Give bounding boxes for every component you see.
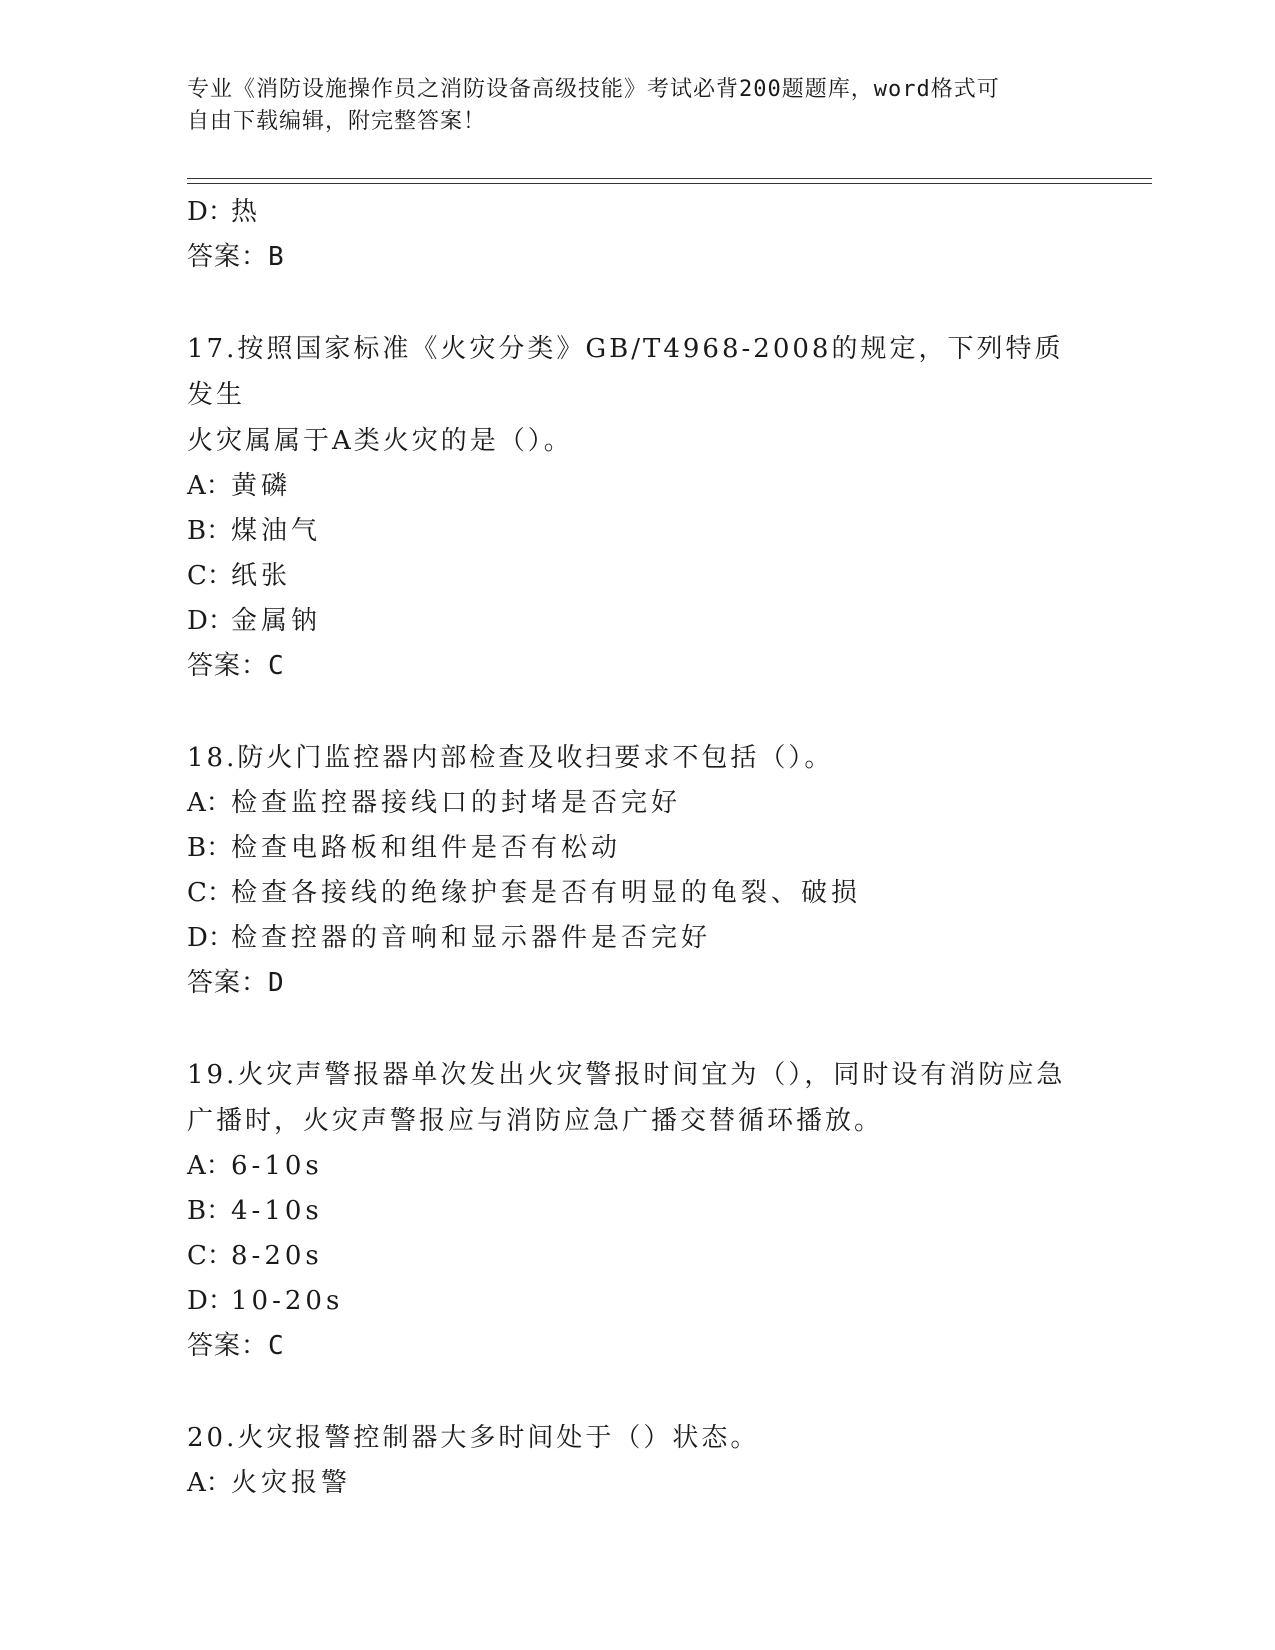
option-text: 火灾报警 — [231, 1468, 352, 1498]
option-c — [187, 554, 1087, 599]
option-label: C： — [187, 878, 233, 908]
option-label: D： — [187, 197, 234, 227]
option-text: 热 — [231, 197, 262, 227]
question-stem: 18.防火门监控器内部检查及收扫要求不包括（）。 — [187, 743, 834, 773]
option-label: D： — [187, 1286, 234, 1316]
option-text: 10-20s — [231, 1286, 344, 1316]
option-d — [187, 916, 1087, 961]
question-list — [187, 190, 1087, 1506]
option-text: 黄磷 — [231, 471, 292, 501]
document-header — [187, 74, 1067, 138]
option-text: 纸张 — [231, 561, 292, 591]
option-c — [187, 871, 1087, 916]
option-text: 检查监控器接线口的封堵是否完好 — [231, 788, 682, 818]
option-label: B： — [187, 1196, 233, 1226]
option-text: 煤油气 — [231, 516, 322, 546]
option-label: A： — [187, 1151, 232, 1181]
header-divider-bottom — [187, 183, 1152, 184]
question-stem-continued: 火灾属属于A类火灾的是（）。 — [187, 426, 573, 456]
option-text: 8-20s — [231, 1241, 323, 1271]
option-text: 4-10s — [231, 1196, 323, 1226]
header-line-1: 专业《消防设施操作员之消防设备高级技能》考试必背200题题库，word格式可 — [187, 77, 1000, 102]
option-b — [187, 826, 1087, 871]
option-d — [187, 599, 1087, 644]
option-d — [187, 190, 1087, 235]
option-b — [187, 509, 1087, 554]
option-a — [187, 1461, 1087, 1506]
option-d — [187, 1279, 1087, 1324]
option-label: A： — [187, 1468, 232, 1498]
question-18 — [187, 735, 1087, 1006]
option-label: C： — [187, 561, 233, 591]
option-text: 6-10s — [231, 1151, 323, 1181]
header-line-2: 自由下载编辑，附完整答案！ — [187, 109, 487, 134]
question-19 — [187, 1052, 1087, 1369]
option-label: D： — [187, 923, 234, 953]
option-text: 检查各接线的绝缘护套是否有明显的龟裂、破损 — [231, 878, 862, 908]
question-17 — [187, 326, 1087, 689]
option-label: A： — [187, 788, 232, 818]
option-text: 检查控器的音响和显示器件是否完好 — [231, 923, 712, 953]
answer-line: 答案：C — [187, 651, 285, 681]
option-a — [187, 464, 1087, 509]
option-label: B： — [187, 833, 233, 863]
option-a — [187, 781, 1087, 826]
option-text: 检查电路板和组件是否有松动 — [231, 833, 622, 863]
option-b — [187, 1189, 1087, 1234]
option-label: B： — [187, 516, 233, 546]
option-label: C： — [187, 1241, 233, 1271]
option-label: D： — [187, 606, 234, 636]
question-stem: 17.按照国家标准《火灾分类》GB/T4968-2008的规定，下列特质发生 — [187, 334, 1064, 410]
option-text: 金属钠 — [231, 606, 322, 636]
option-c — [187, 1234, 1087, 1279]
option-a — [187, 1144, 1087, 1189]
question-stem: 19.火灾声警报器单次发出火灾警报时间宜为（），同时设有消防应急 — [187, 1060, 1066, 1090]
question-stem: 20.火灾报警控制器大多时间处于（）状态。 — [187, 1423, 760, 1453]
option-label: A： — [187, 471, 232, 501]
question-20 — [187, 1415, 1087, 1506]
answer-line: 答案：D — [187, 968, 285, 998]
answer-line: 答案：C — [187, 1331, 285, 1361]
header-divider-top — [187, 178, 1152, 179]
question-stem-continued: 广播时，火灾声警报应与消防应急广播交替循环播放。 — [187, 1106, 884, 1136]
answer-line: 答案：B — [187, 242, 285, 272]
